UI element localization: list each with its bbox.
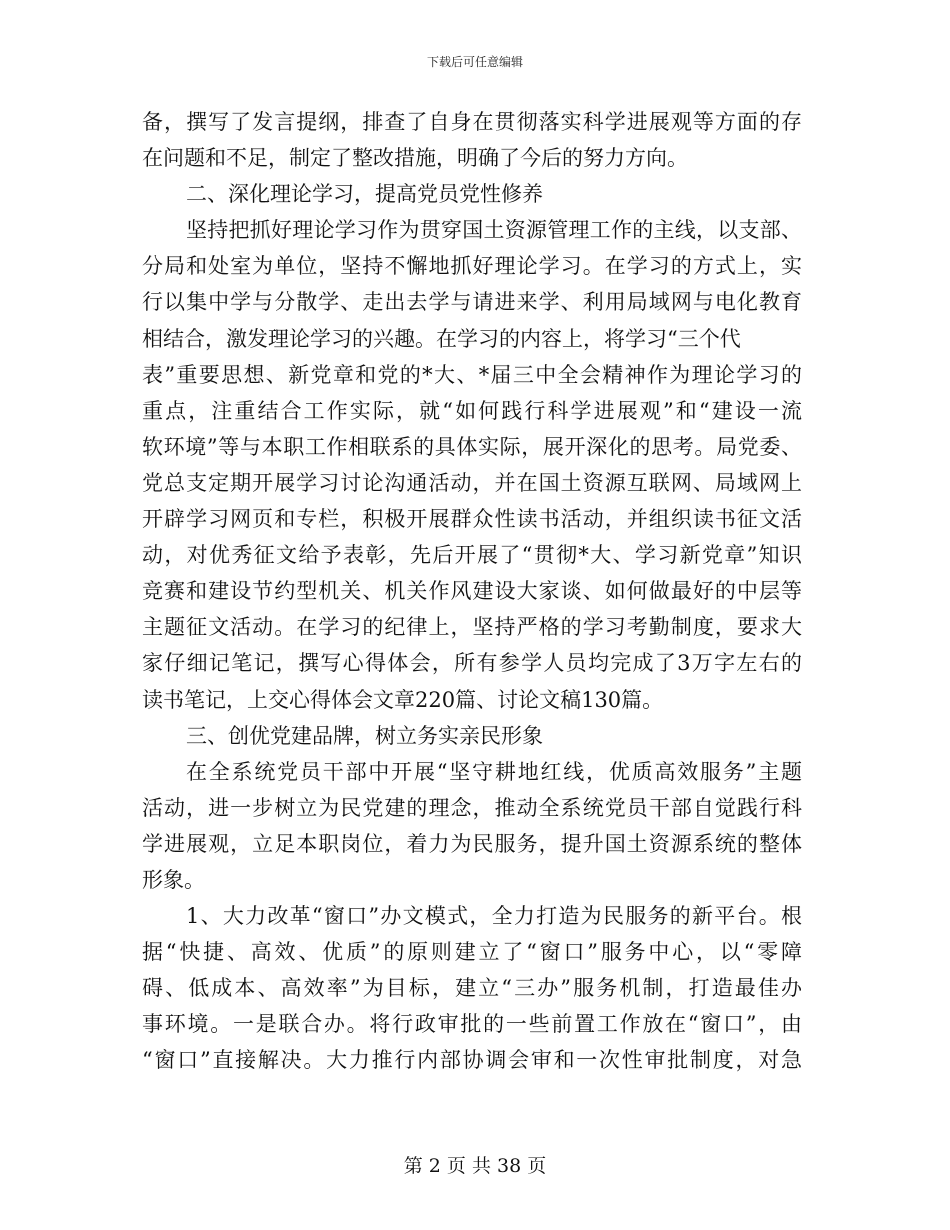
text-line: 竞赛和建设节约型机关、机关作风建设大家谈、如何做最好的中层等: [142, 579, 802, 604]
document-body: [142, 104, 802, 1079]
text-line: 行以集中学与分散学、走出去学与请进来学、利用局域网与电化教育: [142, 290, 802, 315]
page-number: 第 2 页 共 38 页: [403, 1155, 547, 1177]
text-line: 事环境。一是联合办。将行政审批的一些前置工作放在“窗口”，由: [142, 1012, 802, 1037]
text-line: 软环境”等与本职工作相联系的具体实际，展开深化的思考。局党委、: [142, 434, 802, 459]
text-line: 分局和处室为单位，坚持不懈地抓好理论学习。在学习的方式上，实: [142, 254, 802, 279]
text-line: 1、大力改革“窗口”办文模式，全力打造为民服务的新平台。根: [186, 904, 802, 929]
text-line: 在问题和不足，制定了整改措施，明确了今后的努力方向。: [142, 146, 688, 171]
text-line: 动，对优秀征文给予表彰，先后开展了“贯彻*大、学习新党章”知识: [142, 543, 802, 568]
text-line: 二、深化理论学习，提高党员党性修养: [186, 182, 543, 207]
text-line: 相结合，激发理论学习的兴趣。在学习的内容上，将学习“三个代: [142, 326, 741, 351]
text-line: 表”重要思想、新党章和党的*大、*届三中全会精神作为理论学习的: [142, 362, 802, 387]
text-line: 碍、低成本、高效率”为目标，建立“三办”服务机制，打造最佳办: [142, 976, 802, 1001]
text-line: 主题征文活动。在学习的纪律上，坚持严格的学习考勤制度，要求大: [142, 615, 802, 640]
text-line: 三、创优党建品牌，树立务实亲民形象: [186, 723, 543, 748]
text-line: 家仔细记笔记，撰写心得体会，所有参学人员均完成了3万字左右的: [142, 651, 802, 676]
text-line: 备，撰写了发言提纲，排查了自身在贯彻落实科学进展观等方面的存: [142, 110, 802, 134]
text-line: 坚持把抓好理论学习作为贯穿国土资源管理工作的主线，以支部、: [186, 218, 802, 243]
text-line: 学进展观，立足本职岗位，着力为民服务，提升国土资源系统的整体: [142, 831, 802, 856]
text-line: 在全系统党员干部中开展“坚守耕地红线，优质高效服务”主题: [186, 759, 802, 784]
text-line: 重点，注重结合工作实际，就“如何践行科学进展观”和“建设一流: [142, 398, 802, 423]
text-line: “窗口”直接解决。大力推行内部协调会审和一次性审批制度，对急: [142, 1048, 802, 1073]
page-header: 下载后可任意编辑: [426, 55, 523, 69]
text-line: 读书笔记，上交心得体会文章220篇、讨论文稿130篇。: [142, 687, 664, 712]
text-line: 开辟学习网页和专栏，积极开展群众性读书活动，并组织读书征文活: [142, 507, 802, 532]
text-line: 据“快捷、高效、优质”的原则建立了“窗口”服务中心，以“零障: [142, 940, 802, 965]
text-line: 党总支定期开展学习讨论沟通活动，并在国土资源互联网、局域网上: [142, 470, 802, 495]
text-line: 形象。: [142, 867, 205, 892]
text-line: 活动，进一步树立为民党建的理念，推动全系统党员干部自觉践行科: [142, 795, 802, 820]
